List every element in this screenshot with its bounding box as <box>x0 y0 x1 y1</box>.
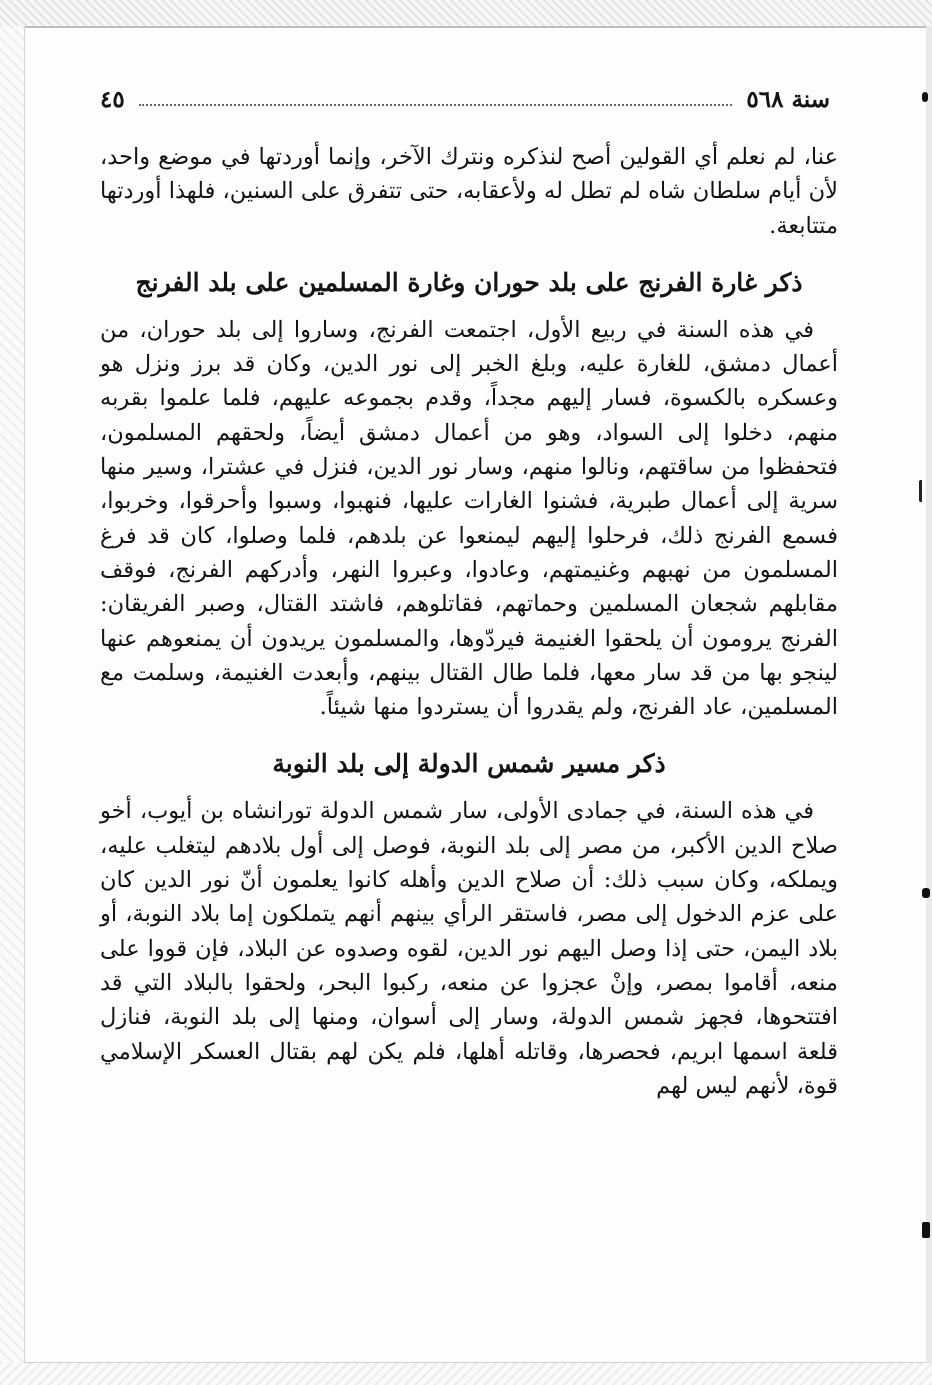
page-number: ٤٥ <box>100 85 125 113</box>
section-body-franks-raid: في هذه السنة في ربيع الأول، اجتمعت الفرنج، وساروا إلى بلد حوران، من أعمال دمشق، للغارة عليه، وبلغ الخبر إلى نور الدين، وكان قد برز ونزل هو وعسكره بالكسوة، فسار إليهم مجداً، وقدم بجموعه عليهم، فلما علموا بقربه منهم، دخلوا إلى السواد، وهو من أعمال دمشق أيضاً، ولحقهم المسلمون، فتحفظوا من ساقتهم، ونالوا منهم، وسار نور الدين، فنزل في عشترا، وسير منها سرية إلى أعمال طبرية، فشنوا الغارات عليها، فنهبوا، وسبوا وأحرقوا، وخربوا، فسمع الفرنج ذلك، فرحلوا إليهم ليمنعوا عن بلدهم، فلما وصلوا، كان قد فرغ المسلمون من نهبهم وغنيمتهم، وعادوا، وعبروا النهر، وأدركهم الفرنج، فوقف مقابلهم شجعان المسلمين وحماتهم، فقاتلوهم، فاشتد القتال، وصبر الفريقان: الفرنج يرومون أن يلحقوا الغنيمة فيردّوها، والمسلمون يريدون أن يمنعوهم عنها لينجو بها من قد سار معها، فلما طال القتال بينهم، وأبعدت الغنيمة، وسلمت مع المسلمين، عاد الفرنج، ولم يقدروا أن يستردوا منها شيئاً. <box>100 316 838 721</box>
section-body-nubia-campaign: في هذه السنة، في جمادى الأولى، سار شمس الدولة تورانشاه بن أيوب، أخو صلاح الدين الأكبر، من مصر إلى بلد النوبة، فوصل إلى أول بلادهم ليتغلب عليه، ويملكه، وكان سبب ذلك: أن صلاح الدين وأهله كانوا يعلمون أنّ نور الدين كان على عزم الدخول إلى مصر، فاستقر الرأي بينهم أنهم يتملكون إما بلاد النوبة، أو بلاد اليمن، حتى إذا وصل اليهم نور الدين، لقوه وصدوه عن البلاد، فإن قووا على منعه، أقاموا بمصر، وإنْ عجزوا عن منعه، ركبوا البحر، ولحقوا بالبلاد التي قد افتتحوها، فجهز شمس الدولة، وسار إلى أسوان، ومنها إلى بلد النوبة، فنازل قلعة اسمها ابريم، فحصرها، وقاتله أهلها، فلم يكن لهم بقتال العسكر الإسلامي قوة، لأنهم ليس لهم <box>100 798 838 1099</box>
section-heading-franks-raid: ذكر غارة الفرنج على بلد حوران وغارة المسلمين على بلد الفرنج <box>135 267 803 297</box>
page-right-edge <box>926 26 932 1363</box>
page-left-edge <box>0 26 25 1363</box>
page-bottom-edge <box>0 1362 932 1385</box>
scan-mark <box>919 480 930 502</box>
page-top-edge <box>0 0 932 28</box>
scan-mark <box>922 888 930 898</box>
scan-mark <box>922 1222 930 1238</box>
header-year: سنة ٥٦٨ <box>746 85 830 113</box>
page-body <box>100 140 838 1103</box>
intro-paragraph: عنا، لم نعلم أي القولين أصح لنذكره ونترك الآخر، وإنما أوردتها في موضع واحد، لأن أيام سلطان شاه لم تطل له ولأعقابه، حتى تتفرق على السنين، فلهذا أوردتها متتابعة. <box>100 144 838 239</box>
section-heading-nubia-campaign: ذكر مسير شمس الدولة إلى بلد النوبة <box>272 749 666 779</box>
header-dot-leader <box>139 104 733 106</box>
running-header <box>100 82 830 116</box>
scan-mark <box>922 92 928 102</box>
